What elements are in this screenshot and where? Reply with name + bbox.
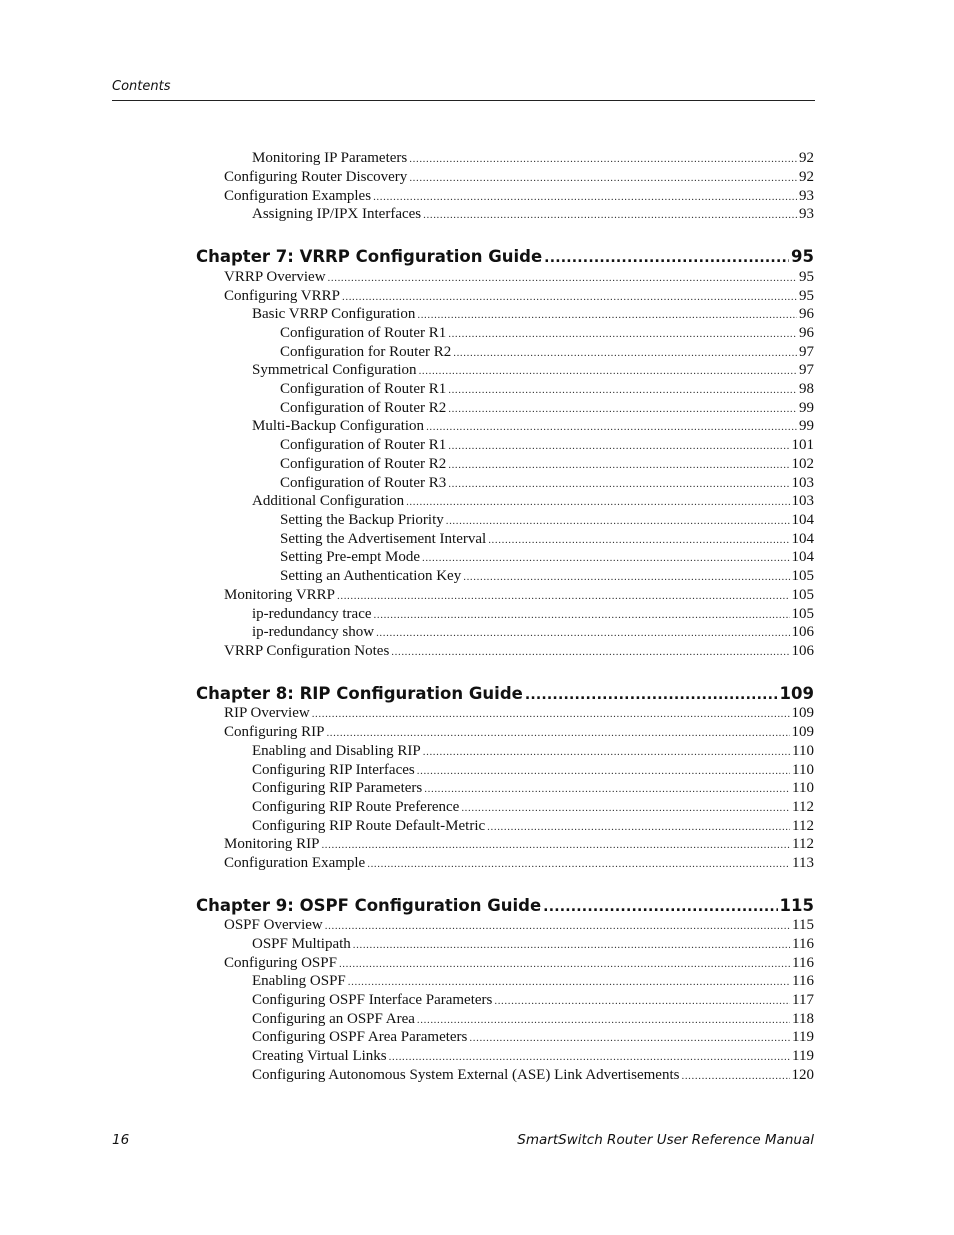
dot-leader: [461, 799, 790, 818]
toc-entry-title: Enabling and Disabling RIP: [252, 743, 421, 759]
toc-entry[interactable]: [280, 548, 814, 567]
toc-entry-page: 110: [792, 743, 814, 759]
dot-leader: [448, 381, 797, 400]
toc-entry-page: 120: [791, 1067, 814, 1083]
dot-leader: [325, 917, 790, 936]
toc-entry-page: 117: [792, 992, 814, 1008]
toc-entry-page: 105: [791, 587, 814, 603]
toc-entry-title: Configuration Examples: [224, 188, 372, 204]
toc-entry[interactable]: [224, 586, 814, 605]
toc-entry[interactable]: [252, 417, 814, 436]
toc-entry[interactable]: [252, 779, 814, 798]
dot-leader: [469, 1029, 790, 1048]
toc-entry-title: Setting the Advertisement Interval: [280, 531, 487, 547]
toc-entry-page: 119: [792, 1048, 814, 1064]
dot-leader: [494, 992, 790, 1011]
toc-entry[interactable]: [252, 623, 814, 642]
dot-leader: [448, 325, 797, 344]
toc-entry-page: 112: [792, 799, 814, 815]
toc-entry[interactable]: [280, 455, 814, 474]
dot-leader: [326, 724, 789, 743]
toc-entry-title: Chapter 7: VRRP Configuration Guide: [196, 247, 543, 266]
dot-leader: [312, 705, 790, 724]
toc-entry-title: Configuring OSPF: [224, 955, 337, 971]
toc-entry-title: Configuring OSPF Area Parameters: [252, 1029, 468, 1045]
toc-entry-title: Configuring RIP Route Default-Metric: [252, 818, 486, 834]
toc-entry-title: Chapter 8: RIP Configuration Guide: [196, 684, 523, 703]
toc-entry-title: Configuring Router Discovery: [224, 169, 408, 185]
toc-entry-page: 103: [791, 493, 814, 509]
toc-entry-title: Configuration of Router R3: [280, 475, 447, 491]
toc-entry-page: 95: [799, 269, 814, 285]
running-header: Contents: [112, 79, 171, 94]
toc-entry[interactable]: [224, 835, 814, 854]
dot-leader: [419, 362, 797, 381]
toc-entry[interactable]: [224, 642, 814, 661]
toc-entry-page: 101: [791, 437, 814, 453]
toc-entry[interactable]: [280, 530, 814, 549]
toc-entry-page: 97: [799, 344, 814, 360]
dot-leader: [376, 624, 789, 643]
toc-entry-page: 113: [792, 855, 814, 871]
toc-entry-title: Enabling OSPF: [252, 973, 346, 989]
dot-leader: [409, 150, 797, 169]
toc-entry[interactable]: [224, 187, 814, 206]
toc-entry[interactable]: [224, 704, 814, 723]
dot-leader: [409, 169, 797, 188]
toc-entry-title: Basic VRRP Configuration: [252, 306, 416, 322]
toc-entry-page: 116: [792, 955, 814, 971]
dot-leader: [448, 437, 789, 456]
toc-entry[interactable]: [280, 474, 814, 493]
toc-entry[interactable]: [252, 817, 814, 836]
dot-leader: [448, 456, 789, 475]
toc-entry[interactable]: [252, 1028, 814, 1047]
toc-entry-page: 99: [799, 400, 814, 416]
toc-entry-page: 104: [791, 531, 814, 547]
toc-entry[interactable]: [224, 916, 814, 935]
dot-leader: [348, 973, 790, 992]
toc-entry-page: 110: [792, 780, 814, 796]
toc-entry-title: Configuring OSPF Interface Parameters: [252, 992, 493, 1008]
toc-entry-title: OSPF Overview: [224, 917, 323, 933]
toc-entry-title: Setting an Authentication Key: [280, 568, 462, 584]
toc-entry[interactable]: [280, 343, 814, 362]
toc-entry[interactable]: [252, 149, 814, 168]
toc-entry-title: Setting Pre-empt Mode: [280, 549, 420, 565]
dot-leader: [525, 684, 778, 706]
toc-entry[interactable]: [252, 798, 814, 817]
toc-entry[interactable]: [224, 854, 814, 873]
toc-entry-title: RIP Overview: [224, 705, 310, 721]
toc-entry-title: ip-redundancy show: [252, 624, 375, 640]
toc-entry-title: Configuration of Router R2: [280, 456, 447, 472]
toc-entry-title: VRRP Overview: [224, 269, 326, 285]
toc-entry-page: 112: [792, 836, 814, 852]
toc-entry-title: ip-redundancy trace: [252, 606, 372, 622]
toc-entry-page: 95: [791, 247, 814, 266]
toc-entry-title: Monitoring VRRP: [224, 587, 335, 603]
toc-entry-title: VRRP Configuration Notes: [224, 643, 390, 659]
toc-entry-title: Configuration Example: [224, 855, 366, 871]
toc-entry-page: 104: [791, 512, 814, 528]
toc-entry-title: Configuring Autonomous System External (ASE) Link Advertisements: [252, 1067, 680, 1083]
page-number: 16: [112, 1132, 130, 1148]
toc-entry-title: Configuring RIP Parameters: [252, 780, 423, 796]
toc-entry[interactable]: [252, 605, 814, 624]
toc-entry-title: Configuration of Router R1: [280, 325, 447, 341]
toc-entry-title: Chapter 9: OSPF Configuration Guide: [196, 896, 542, 915]
toc-entry-page: 98: [799, 381, 814, 397]
toc-entry-title: Creating Virtual Links: [252, 1048, 387, 1064]
toc-entry-page: 102: [791, 456, 814, 472]
dot-leader: [423, 206, 797, 225]
toc-entry-title: Additional Configuration: [252, 493, 405, 509]
toc-entry-page: 116: [792, 973, 814, 989]
toc-chapter-entry[interactable]: [196, 895, 814, 917]
toc-entry-title: Configuration of Router R1: [280, 437, 447, 453]
toc-chapter-entry[interactable]: [196, 683, 814, 705]
dot-leader: [423, 743, 790, 762]
toc-entry[interactable]: [224, 168, 814, 187]
toc-entry-page: 106: [791, 624, 814, 640]
toc-entry[interactable]: [252, 991, 814, 1010]
dot-leader: [353, 936, 790, 955]
toc-entry-title: Configuring RIP Route Preference: [252, 799, 460, 815]
toc-entry-page: 106: [791, 643, 814, 659]
toc-entry-page: 109: [791, 705, 814, 721]
dot-leader: [463, 568, 789, 587]
toc-entry-page: 105: [791, 568, 814, 584]
dot-leader: [337, 587, 790, 606]
dot-leader: [543, 896, 777, 918]
toc-entry[interactable]: [224, 287, 814, 306]
toc-entry-page: 92: [799, 169, 814, 185]
toc-entry-title: Configuring VRRP: [224, 288, 340, 304]
toc-entry[interactable]: [252, 305, 814, 324]
toc-entry[interactable]: [252, 205, 814, 224]
toc-entry-page: 112: [792, 818, 814, 834]
header-divider: [112, 100, 815, 101]
toc-entry-page: 104: [791, 549, 814, 565]
toc-entry-page: 97: [799, 362, 814, 378]
toc-entry-page: 99: [799, 418, 814, 434]
dot-leader: [417, 306, 797, 325]
dot-leader: [389, 1048, 790, 1067]
dot-leader: [406, 493, 789, 512]
dot-leader: [391, 643, 789, 662]
dot-leader: [681, 1067, 789, 1086]
dot-leader: [426, 418, 797, 437]
toc-entry-title: Configuration of Router R1: [280, 381, 447, 397]
toc-entry-title: Assigning IP/IPX Interfaces: [252, 206, 422, 222]
toc-entry[interactable]: [224, 723, 814, 742]
toc-entry-page: 93: [799, 206, 814, 222]
toc-entry-title: Configuration of Router R2: [280, 400, 447, 416]
toc-entry[interactable]: [280, 380, 814, 399]
toc-entry[interactable]: [280, 436, 814, 455]
toc-entry-page: 95: [799, 288, 814, 304]
toc-entry[interactable]: [252, 492, 814, 511]
toc-entry[interactable]: [252, 1047, 814, 1066]
toc-entry-page: 96: [799, 306, 814, 322]
toc-entry[interactable]: [252, 761, 814, 780]
toc-entry-page: 109: [779, 684, 814, 703]
toc-entry[interactable]: [252, 1066, 814, 1085]
toc-entry-title: Multi-Backup Configuration: [252, 418, 425, 434]
toc-entry[interactable]: [252, 972, 814, 991]
toc-entry-page: 115: [779, 896, 814, 915]
toc-entry-title: Symmetrical Configuration: [252, 362, 417, 378]
toc-chapter-entry[interactable]: [196, 246, 814, 268]
toc-entry-page: 93: [799, 188, 814, 204]
toc-entry[interactable]: [224, 954, 814, 973]
toc-entry-page: 103: [791, 475, 814, 491]
toc-entry-title: Configuration for Router R2: [280, 344, 452, 360]
manual-title: SmartSwitch Router User Reference Manual: [517, 1132, 814, 1148]
toc-entry-title: OSPF Multipath: [252, 936, 351, 952]
toc-entry-title: Configuring RIP Interfaces: [252, 762, 415, 778]
toc-entry-page: 105: [791, 606, 814, 622]
dot-leader: [446, 512, 790, 531]
toc-entry-title: Monitoring RIP: [224, 836, 320, 852]
toc-entry-page: 116: [792, 936, 814, 952]
toc-entry[interactable]: [280, 567, 814, 586]
toc-entry-page: 109: [791, 724, 814, 740]
toc-entry-page: 118: [792, 1011, 814, 1027]
toc-entry-title: Monitoring IP Parameters: [252, 150, 408, 166]
dot-leader: [367, 855, 790, 874]
toc-entry[interactable]: [252, 742, 814, 761]
toc-entry[interactable]: [224, 268, 814, 287]
toc-entry[interactable]: [280, 324, 814, 343]
toc-entry-title: Configuring an OSPF Area: [252, 1011, 415, 1027]
toc-entry-page: 92: [799, 150, 814, 166]
dot-leader: [321, 836, 790, 855]
toc-entry-title: Setting the Backup Priority: [280, 512, 444, 528]
toc-entry[interactable]: [252, 361, 814, 380]
toc-entry-page: 110: [792, 762, 814, 778]
toc-entry[interactable]: [252, 1010, 814, 1029]
toc-entry[interactable]: [280, 399, 814, 418]
toc-entry-page: 115: [792, 917, 814, 933]
toc-entry-page: 119: [792, 1029, 814, 1045]
toc-entry-title: Configuring RIP: [224, 724, 325, 740]
dot-leader: [424, 780, 790, 799]
dot-leader: [328, 269, 797, 288]
toc-entry[interactable]: [252, 935, 814, 954]
dot-leader: [422, 549, 790, 568]
toc-entry[interactable]: [280, 511, 814, 530]
dot-leader: [544, 247, 789, 269]
toc-entry-page: 96: [799, 325, 814, 341]
